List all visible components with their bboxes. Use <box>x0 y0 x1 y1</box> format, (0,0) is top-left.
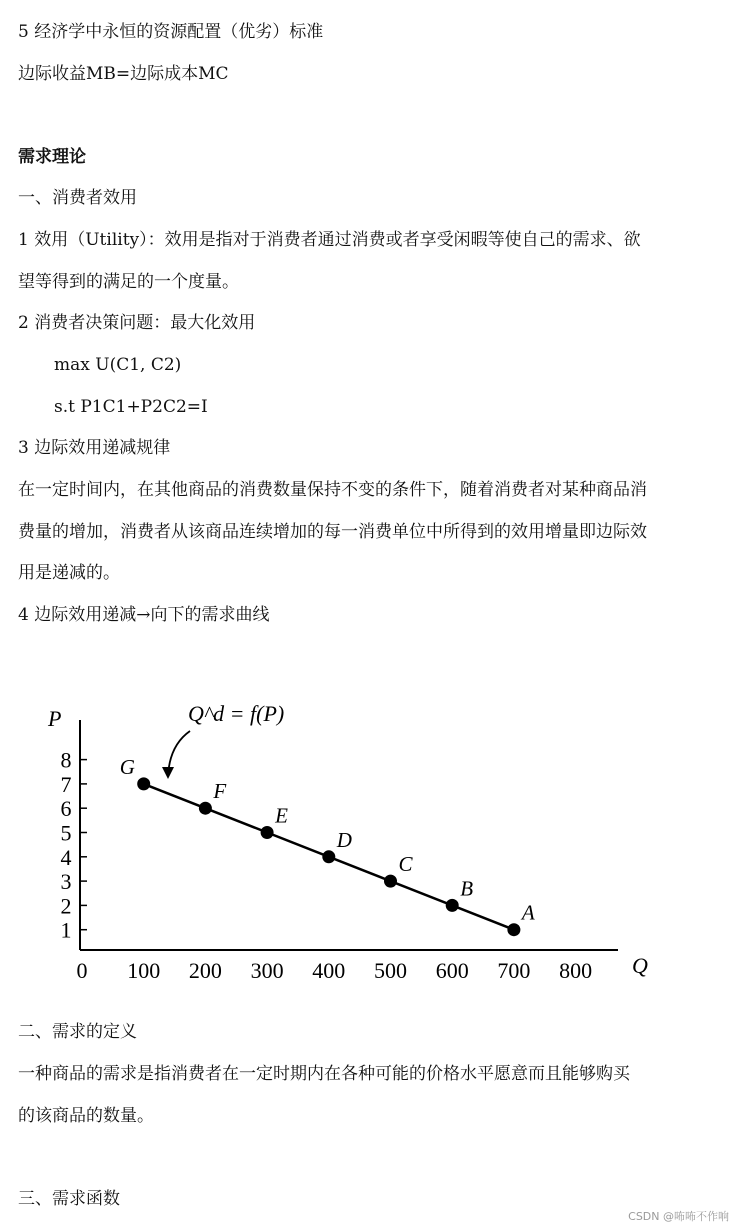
point-label-e: E <box>275 803 288 828</box>
text-line-decision-problem: 2 消费者决策问题：最大化效用 <box>18 313 256 333</box>
x-tick-label: 400 <box>312 958 346 983</box>
text-line-marginal-rule: 边际收益MB=边际成本MC <box>18 64 229 84</box>
x-tick-label: 800 <box>559 958 593 983</box>
subheading-demand-definition: 二、需求的定义 <box>18 1022 137 1042</box>
text-line-law-1: 在一定时间内，在其他商品的消费数量保持不变的条件下，随着消费者对某种商品消 <box>18 480 647 500</box>
point-label-a: A <box>521 900 535 925</box>
x-tick-label: 0 <box>76 958 88 983</box>
csdn-watermark: CSDN @咘咘不作响 <box>628 1210 729 1223</box>
subheading-demand-function: 三、需求函数 <box>18 1189 120 1209</box>
data-point-f <box>199 802 212 815</box>
y-tick-label: 2 <box>60 893 72 919</box>
data-point-d <box>322 850 335 863</box>
text-line-utility-def-2: 望等得到的满足的一个度量。 <box>18 272 239 292</box>
demand-function-annotation: Q^d = f(P) <box>188 701 285 726</box>
x-tick-label: 600 <box>435 958 469 983</box>
text-line-definition-2: 的该商品的数量。 <box>18 1106 154 1126</box>
point-label-d: D <box>336 827 352 852</box>
x-tick-label: 500 <box>374 958 407 983</box>
text-line-law-3: 用是递减的。 <box>18 563 120 583</box>
text-line-definition-1: 一种商品的需求是指消费者在一定时期内在各种可能的价格水平愿意而且能够购买 <box>18 1064 630 1084</box>
x-tick-label: 700 <box>497 958 531 983</box>
text-line-utility-def-1: 1 效用（Utility）：效用是指对于消费者通过消费或者享受闲暇等使自己的需求、欲 <box>18 230 641 250</box>
point-label-b: B <box>460 876 474 901</box>
point-label-g: G <box>119 754 135 779</box>
y-axis-label: P <box>48 706 62 731</box>
data-point-a <box>507 923 520 936</box>
demand-curve-chart <box>40 695 660 995</box>
data-point-b <box>446 899 459 912</box>
subheading-consumer-utility: 一、消费者效用 <box>18 188 137 208</box>
y-tick-label: 1 <box>60 917 72 943</box>
x-axis-label: Q <box>632 953 648 978</box>
text-line-resource-allocation: 5 经济学中永恒的资源配置（优劣）标准 <box>18 22 324 42</box>
formula-max-utility: max U(C1, C2) <box>54 355 182 375</box>
annotation-arrowhead <box>162 767 174 779</box>
y-tick-label: 8 <box>60 747 72 773</box>
y-tick-label: 3 <box>60 869 72 895</box>
point-label-c: C <box>398 852 413 877</box>
text-line-diminishing-mu: 3 边际效用递减规律 <box>18 438 171 458</box>
section-heading-demand-theory: 需求理论 <box>18 147 86 167</box>
data-point-g <box>137 777 150 790</box>
point-label-f: F <box>213 779 227 804</box>
x-tick-label: 200 <box>188 958 222 983</box>
x-tick-label: 100 <box>127 958 161 983</box>
y-tick-label: 6 <box>60 796 72 822</box>
text-line-law-2: 费量的增加，消费者从该商品连续增加的每一消费单位中所得到的效用增量即边际效 <box>18 522 647 542</box>
y-tick-label: 5 <box>60 820 72 846</box>
data-point-e <box>261 826 274 839</box>
x-tick-label: 300 <box>250 958 284 983</box>
y-tick-label: 7 <box>60 771 72 797</box>
data-point-c <box>384 875 397 888</box>
formula-budget-constraint: s.t P1C1+P2C2=I <box>54 397 208 417</box>
y-tick-label: 4 <box>60 844 72 870</box>
text-line-demand-curve: 4 边际效用递减→向下的需求曲线 <box>18 605 270 625</box>
